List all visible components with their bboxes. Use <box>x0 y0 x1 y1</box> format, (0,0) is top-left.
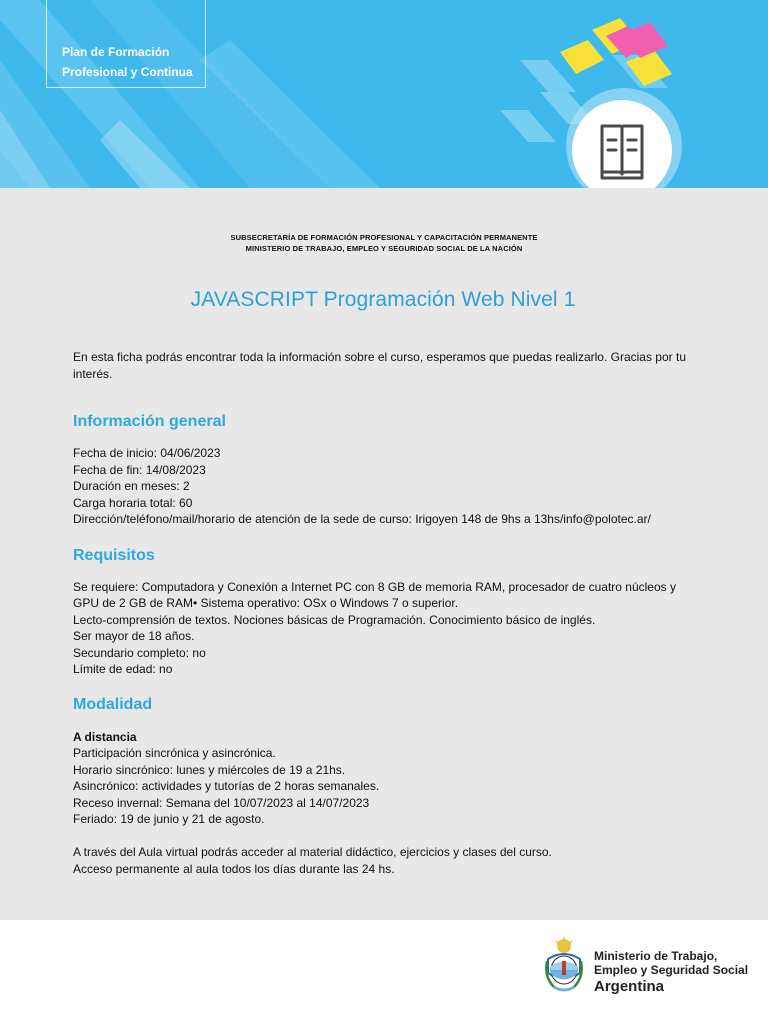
requirements-heading: Requisitos <box>73 546 155 564</box>
ministry-line-2: Empleo y Seguridad Social <box>594 963 749 977</box>
agency-header <box>0 232 768 254</box>
closing-virtual-classroom: A través del Aula virtual podrás acceder al material didáctico, ejercicios y clases del curso. <box>73 845 552 859</box>
agency-line-1: SUBSECRETARÍA DE FORMACIÓN PROFESIONAL Y CAPACITACIÓN PERMANENTE <box>230 233 538 242</box>
modality-heading: Modalidad <box>73 695 153 713</box>
course-sheet-body <box>73 349 703 877</box>
country-name: Argentina <box>594 978 665 995</box>
modality-winter-break: Receso invernal: Semana del 10/07/2023 al 14/07/2023 <box>73 795 370 810</box>
ministry-logo-text <box>594 949 748 996</box>
general-info-list <box>73 445 703 528</box>
program-label <box>62 42 212 82</box>
total-hours: Carga horaria total: 60 <box>73 495 193 510</box>
ministry-line-1: Ministerio de Trabajo, <box>594 949 718 963</box>
start-date: Fecha de inicio: 04/06/2023 <box>73 446 221 460</box>
requirement-secondary: Secundario completo: no <box>73 645 206 660</box>
general-info-heading: Información general <box>73 413 226 430</box>
end-date: Fecha de fin: 14/08/2023 <box>73 462 206 477</box>
modality-type: A distancia <box>73 729 137 744</box>
requirement-equipment: Se requiere: Computadora y Conexión a Internet PC con 8 GB de memoria RAM, procesador de cuatro núcleos y GPU de 2 GB de RAM• Sistema operativo: OSx o Windows 7 o superior. <box>73 579 676 610</box>
modality-holidays: Feriado: 19 de junio y 21 de agosto. <box>73 812 265 826</box>
venue-contact: Dirección/teléfono/mail/horario de atención de la sede de curso: Irigoyen 148 de 9hs a 13hs/info@polotec.ar/ <box>73 512 651 526</box>
program-line-2: Profesional y Continua <box>62 65 193 79</box>
course-title: JAVASCRIPT Programación Web Nivel 1 <box>190 288 576 311</box>
coat-of-arms-icon <box>544 937 584 999</box>
modality-sync-schedule: Horario sincrónico: lunes y miércoles de 19 a 21hs. <box>73 762 346 777</box>
requirements-list <box>73 579 703 678</box>
modality-async: Asincrónico: actividades y tutorías de 2 horas semanales. <box>73 779 380 793</box>
program-line-1: Plan de Formación <box>62 45 170 59</box>
agency-line-2: MINISTERIO DE TRABAJO, EMPLEO Y SEGURIDAD SOCIAL DE LA NACIÓN <box>245 244 523 253</box>
requirement-knowledge: Lecto-comprensión de textos. Nociones básicas de Programación. Conocimiento básico de inglés. <box>73 612 596 627</box>
requirement-age: Ser mayor de 18 años. <box>73 629 195 643</box>
closing-access: Acceso permanente al aula todos los días durante las 24 hs. <box>73 861 395 876</box>
intro-paragraph: En esta ficha podrás encontrar toda la información sobre el curso, esperamos que puedas realizarlo. Gracias por tu interés. <box>73 350 686 381</box>
modality-list <box>73 729 703 878</box>
spacer <box>73 828 703 845</box>
requirement-age-limit: Límite de edad: no <box>73 662 173 676</box>
duration-months: Duración en meses: 2 <box>73 479 190 493</box>
open-book-icon <box>560 82 720 188</box>
modality-participation: Participación sincrónica y asincrónica. <box>73 746 276 760</box>
header-banner <box>0 0 768 188</box>
